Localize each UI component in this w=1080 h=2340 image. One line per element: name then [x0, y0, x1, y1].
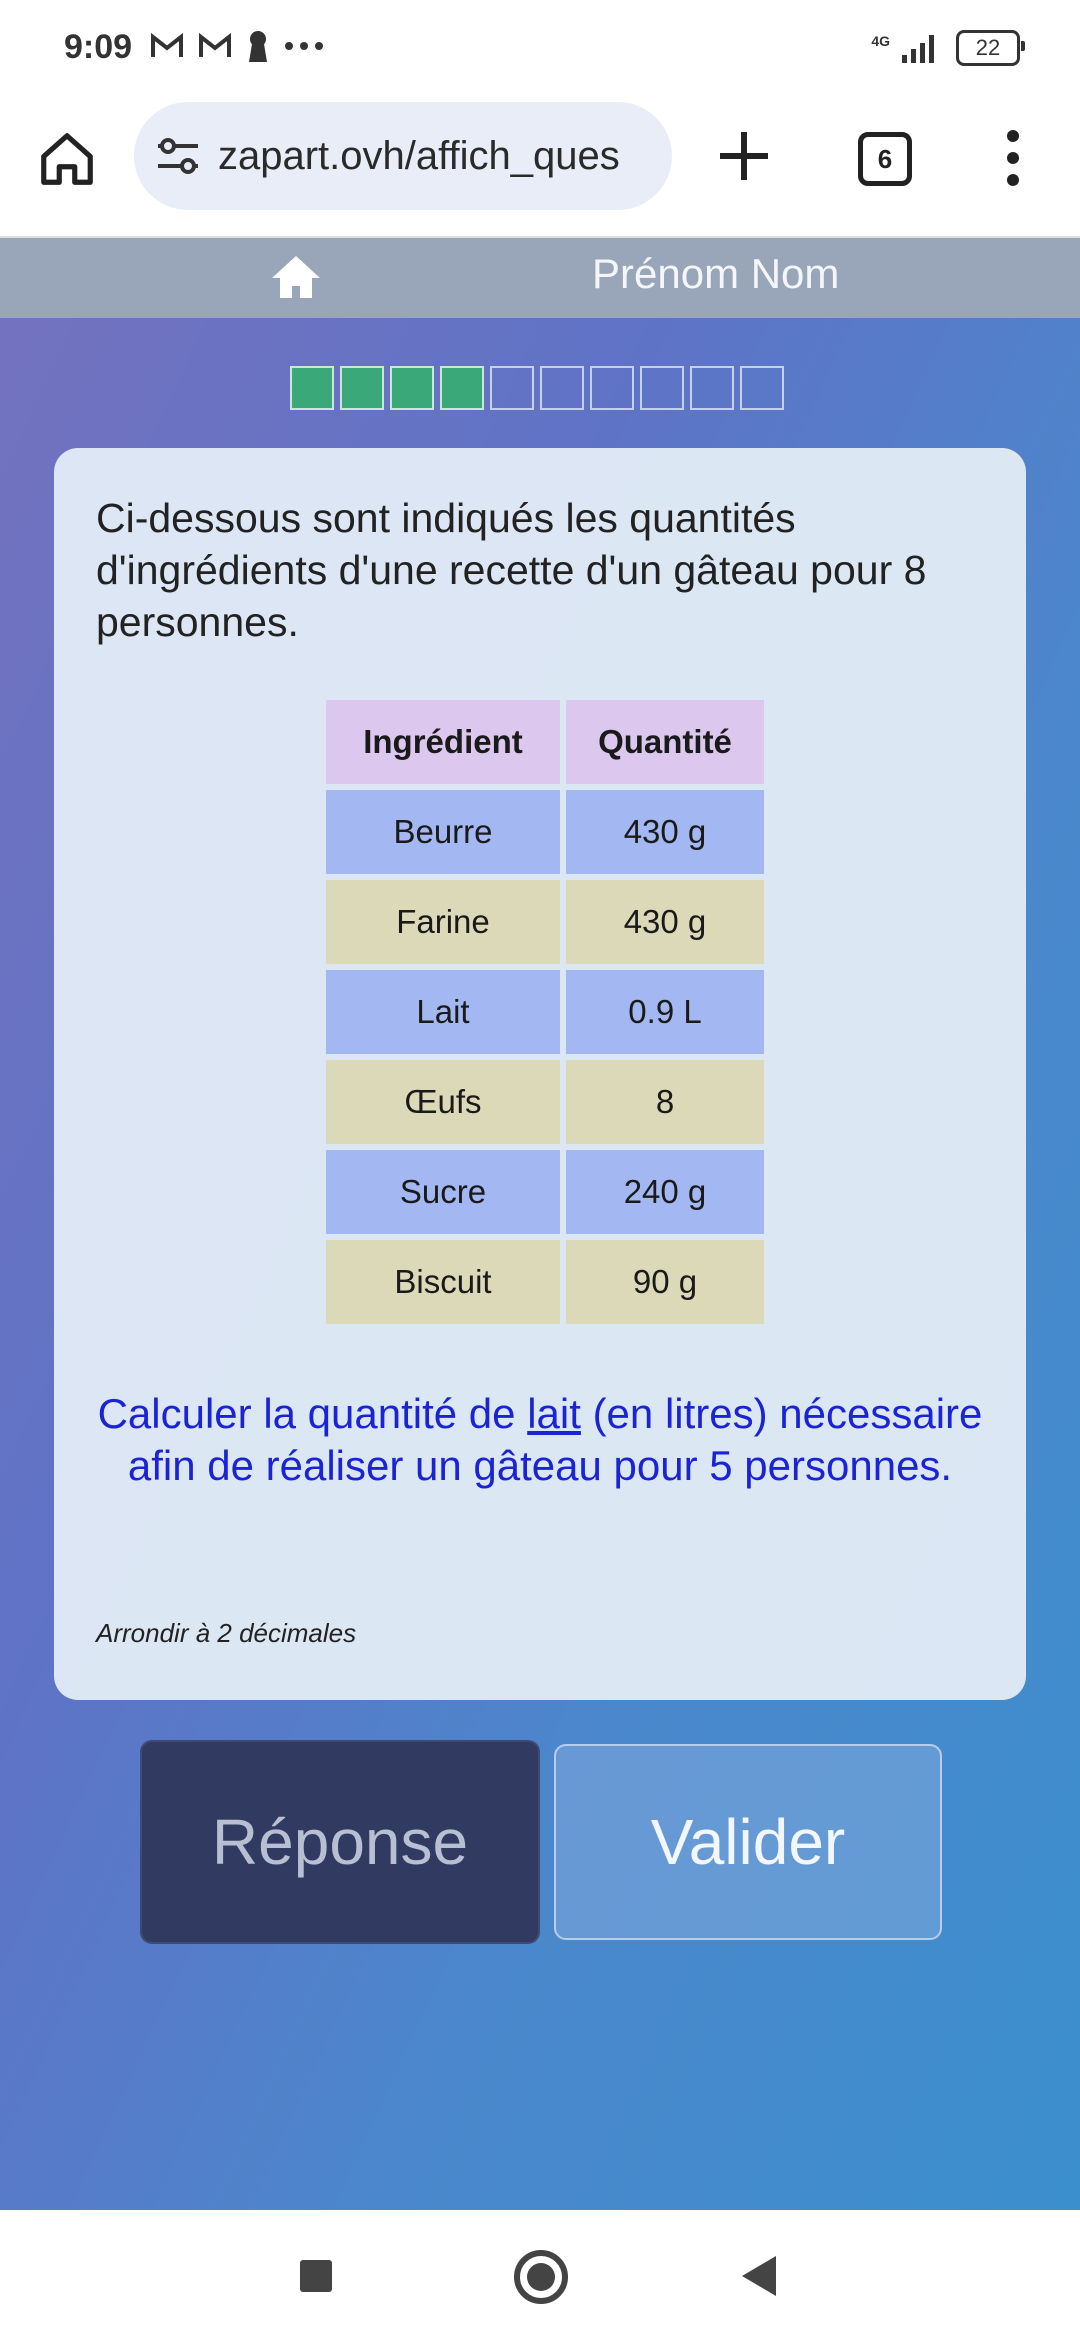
ingredient-cell: Lait: [326, 970, 560, 1054]
ingredient-cell: Farine: [326, 880, 560, 964]
home-icon[interactable]: [36, 128, 98, 190]
ingredient-cell: Œufs: [326, 1060, 560, 1144]
url-text[interactable]: zapart.ovh/affich_ques: [218, 133, 620, 178]
notification-icons: [150, 30, 324, 62]
table-row: [326, 970, 764, 1054]
new-tab-icon[interactable]: [714, 126, 774, 186]
tab-count: 6: [877, 143, 893, 174]
question-keyword: lait: [527, 1390, 581, 1437]
progress-step-pending: [740, 366, 784, 410]
quantity-cell: 8: [566, 1060, 764, 1144]
column-header-ingredient: Ingrédient: [326, 700, 560, 784]
progress-step-pending: [540, 366, 584, 410]
table-row: [326, 880, 764, 964]
question-text-after: (en litres) nécessaire afin de réaliser un gâteau pour 5 personnes.: [127, 1390, 983, 1489]
recent-apps-icon[interactable]: [300, 2260, 332, 2292]
progress-step-completed: [340, 366, 384, 410]
ingredients-table: [320, 694, 770, 1330]
more-dots-icon: [284, 41, 324, 51]
user-name: Prénom Nom: [592, 250, 840, 297]
page-content: [0, 238, 1080, 2210]
progress-step-pending: [490, 366, 534, 410]
progress-step-completed: [440, 366, 484, 410]
progress-step-pending: [640, 366, 684, 410]
quantity-cell: 430 g: [566, 880, 764, 964]
ingredient-cell: Beurre: [326, 790, 560, 874]
progress-step-pending: [590, 366, 634, 410]
progress-step-completed: [290, 366, 334, 410]
browser-menu-icon[interactable]: [1006, 130, 1020, 186]
quantity-cell: 240 g: [566, 1150, 764, 1234]
progress-step-completed: [390, 366, 434, 410]
status-bar: [0, 0, 1080, 96]
quantity-cell: 0.9 L: [566, 970, 764, 1054]
column-header-quantity: Quantité: [566, 700, 764, 784]
browser-toolbar: [0, 96, 1080, 238]
tab-switcher-button[interactable]: [858, 132, 912, 186]
gmail-icon: [198, 33, 232, 59]
reponse-button[interactable]: Réponse: [140, 1740, 540, 1944]
question-card: [54, 448, 1026, 1700]
address-bar[interactable]: [134, 102, 672, 210]
network-type: 4G: [871, 33, 890, 49]
system-icons: [871, 30, 1020, 66]
question-text: [74, 1388, 1006, 1492]
battery-icon: [956, 30, 1020, 66]
home-icon[interactable]: [268, 248, 324, 304]
navigation-bar: [0, 2210, 1080, 2340]
battery-level: 22: [975, 35, 1001, 60]
table-header-row: [326, 700, 764, 784]
progress-step-pending: [690, 366, 734, 410]
quantity-cell: 430 g: [566, 790, 764, 874]
app-header: [0, 238, 1080, 318]
valider-button[interactable]: Valider: [554, 1744, 942, 1940]
table-row: [326, 1240, 764, 1324]
signal-icon: [900, 33, 940, 63]
table-row: [326, 790, 764, 874]
status-time: 9:09: [64, 28, 133, 66]
table-row: [326, 1060, 764, 1144]
home-circle-icon[interactable]: [514, 2250, 568, 2304]
question-text-before: Calculer la quantité de: [97, 1390, 528, 1437]
question-intro: Ci-dessous sont indiqués les quantités d'ingrédients d'une recette d'un gâteau pour 8 personnes.: [96, 495, 927, 645]
gmail-icon: [150, 33, 184, 59]
ingredient-cell: Sucre: [326, 1150, 560, 1234]
quantity-cell: 90 g: [566, 1240, 764, 1324]
keyhole-icon: [246, 30, 270, 62]
table-row: [326, 1150, 764, 1234]
rounding-note: Arrondir à 2 décimales: [96, 1618, 357, 1648]
ingredient-cell: Biscuit: [326, 1240, 560, 1324]
progress-bar: [290, 366, 790, 410]
site-settings-icon[interactable]: [154, 136, 202, 176]
back-icon[interactable]: [742, 2256, 776, 2296]
